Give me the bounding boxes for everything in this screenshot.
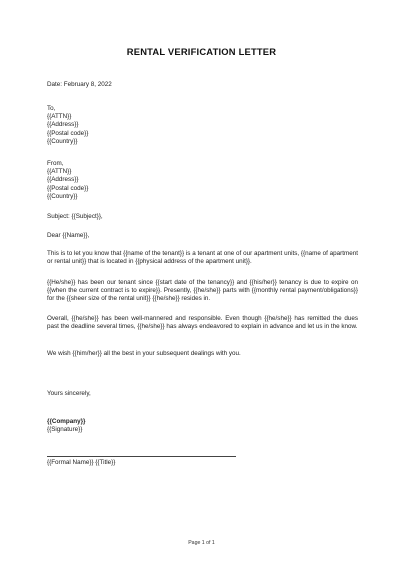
page-footer: Page 1 of 1: [188, 540, 215, 546]
body-paragraph-4: [47, 350, 358, 358]
signature-placeholder: {{Signature}}: [47, 426, 83, 434]
from-label: From,: [47, 160, 64, 167]
closing-line: [47, 390, 358, 398]
subject-line: [47, 213, 358, 221]
paragraph-text: Overall, {{he/she}} has been well-mannered and responsible. Even though {{he/she}} has remitted the dues past the deadline several times, {{he/she}} has always endeavored to explain in advance and let us in the know.: [47, 315, 358, 331]
to-postal-code: {{Postal code}}: [47, 129, 89, 137]
subject-text: Subject: {{Subject}},: [47, 213, 103, 220]
salutation-line: [47, 232, 358, 240]
from-attn: {{ATTN}}: [47, 168, 72, 176]
formal-name-block: [47, 459, 358, 467]
date-text: Date: February 8, 2022: [47, 81, 112, 88]
to-attn: {{ATTN}}: [47, 113, 72, 121]
recipient-address-block: [47, 105, 358, 146]
closing-text: Yours sincerely,: [47, 390, 91, 397]
sender-address-block: [47, 160, 358, 201]
paragraph-text: {{He/she}} has been our tenant since {{start date of the tenancy}} and {{his/her}} tenancy is due to expire on {{when the current contract is to expire}}. Presently, {{he/she}} parts with {{monthly rental payment/obligations}} for the {{sheer size of the rental unit}} {{he/she}} resides in.: [47, 279, 358, 303]
to-address: {{Address}}: [47, 121, 79, 129]
signature-rule: [47, 456, 236, 457]
formal-name-title: {{Formal Name}} {{Title}}: [47, 459, 116, 466]
signature-block: [47, 418, 358, 434]
letter-title: RENTAL VERIFICATION LETTER: [126, 46, 277, 57]
from-country: {{Country}}: [47, 192, 78, 200]
from-postal-code: {{Postal code}}: [47, 184, 89, 192]
body-paragraph-1: [47, 250, 358, 266]
salutation-text: Dear {{Name}},: [47, 232, 90, 239]
paragraph-text: We wish {{him/her}} all the best in your subsequent dealings with you.: [47, 350, 241, 357]
company-name: {{Company}}: [47, 418, 86, 425]
to-label: To,: [47, 105, 56, 112]
to-country: {{Country}}: [47, 137, 78, 145]
paragraph-text: This is to let you know that {{name of the tenant}} is a tenant at one of our apartment units, {{name of apartment or rental unit}} that is located in {{physical address of the apartment unit}}.: [47, 250, 358, 266]
body-paragraph-2: [47, 279, 358, 304]
from-address: {{Address}}: [47, 176, 79, 184]
body-paragraph-3: [47, 315, 358, 331]
date-line: [47, 81, 358, 89]
